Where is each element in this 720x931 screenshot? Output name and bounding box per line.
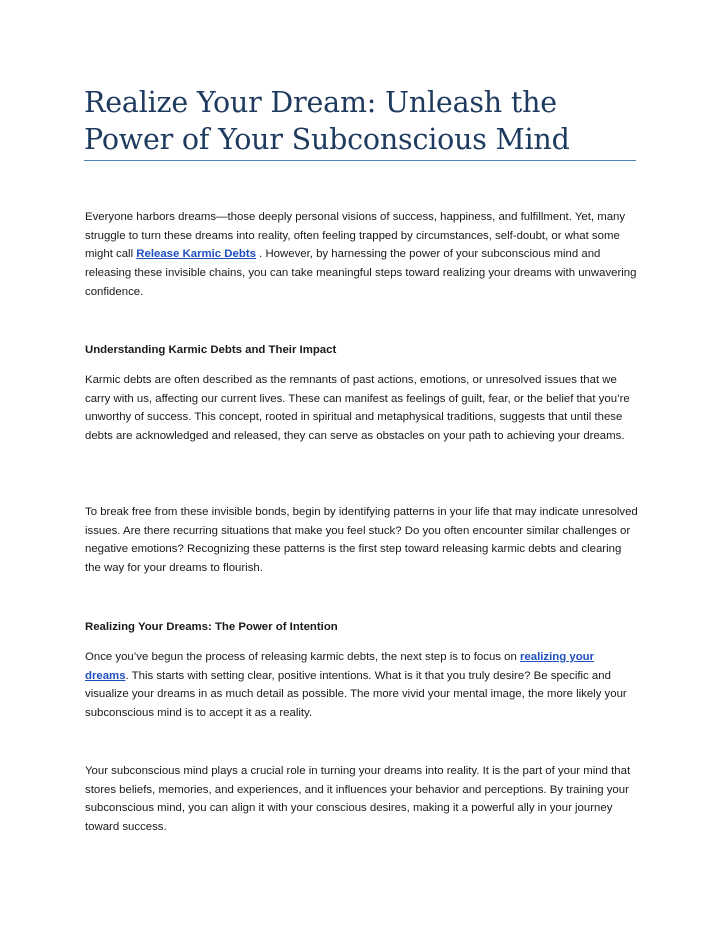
section-heading-intention: Realizing Your Dreams: The Power of Intention bbox=[85, 621, 338, 633]
paragraph-intro bbox=[85, 208, 640, 302]
title-divider bbox=[84, 160, 636, 161]
paragraph-intention bbox=[85, 648, 640, 723]
section-heading-karmic-debts: Understanding Karmic Debts and Their Impact bbox=[85, 344, 337, 356]
paragraph-intro-text-1: Everyone harbors dreams—those deeply personal visions of success, happiness, and fulfillment. Yet, many struggle to turn these dreams into reality, often feeling trapped by circumstances, self-doubt, or what some might call bbox=[85, 211, 626, 261]
paragraph-intro-text-2: . However, by harnessing the power of your subconscious mind and releasing these invisible chains, you can take meaningful steps toward realizing your dreams with unwavering confidence. bbox=[85, 248, 637, 298]
page-title: Realize Your Dream: Unleash the Power of Your Subconscious Mind bbox=[84, 86, 570, 156]
paragraph-intention-text-2: . This starts with setting clear, positive intentions. What is it that you truly desire? Be specific and visualize your dreams in as much detail as possible. The more vivid your mental image, the more likely your subconscious mind is to accept it as a reality. bbox=[85, 669, 627, 720]
paragraph-karmic-debts: Karmic debts are often described as the remnants of past actions, emotions, or unresolved issues that we carry with us, affecting our current lives. These can manifest as feelings of guilt, fear, or the belief that you’re unworthy of success. This concept, rooted in spiritual and metaphysical traditions, suggests that until these debts are acknowledged and released, they can serve as obstacles on your path to achieving your dreams. bbox=[85, 374, 630, 443]
paragraph-intention-text-1: Once you’ve begun the process of releasing karmic debts, the next step is to focus on bbox=[85, 651, 520, 663]
paragraph-subconscious: Your subconscious mind plays a crucial role in turning your dreams into reality. It is the part of your mind that stores beliefs, memories, and experiences, and it influences your behavior and perceptions. By training your subconscious mind, you can align it with your conscious desires, making it a powerful ally in your journey toward success. bbox=[85, 765, 631, 834]
paragraph-break-free: To break free from these invisible bonds, begin by identifying patterns in your life that may indicate unresolved issues. Are there recurring situations that make you feel stuck? Do you often encounter similar challenges or negative emotions? Recognizing these patterns is the first step toward releasing karmic debts and clearing the way for your dreams to flourish. bbox=[85, 506, 638, 575]
release-karmic-debts-link[interactable]: Release Karmic Debts bbox=[136, 248, 256, 261]
realizing-your-dreams-link[interactable]: realizing your dreams bbox=[85, 651, 595, 682]
